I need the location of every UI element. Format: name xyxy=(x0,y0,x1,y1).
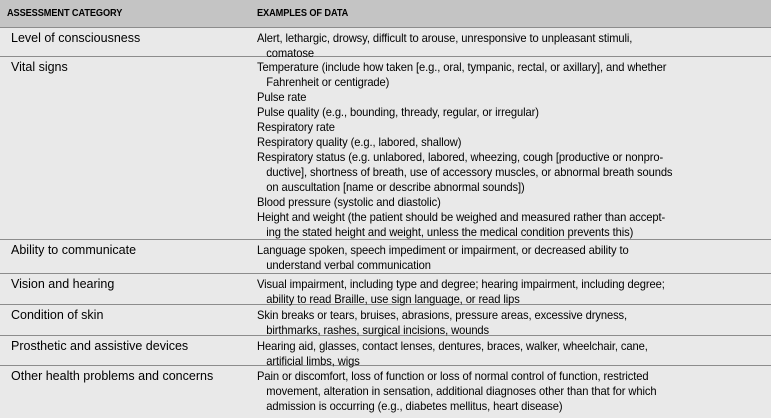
row-examples xyxy=(257,60,765,240)
example-line: Pain or discomfort, loss of function or loss of normal control of function, restricted xyxy=(257,369,649,383)
example-line: Temperature (include how taken [e.g., oral, tympanic, rectal, or axillary], and whether xyxy=(257,60,667,74)
example-entry xyxy=(257,120,771,135)
table-row xyxy=(0,28,771,60)
header-examples: EXAMPLES OF DATA xyxy=(257,8,349,19)
table-row xyxy=(0,274,771,305)
row-examples xyxy=(257,369,765,414)
example-entry xyxy=(257,308,771,338)
table-row xyxy=(0,240,771,274)
example-line: comatose xyxy=(266,46,314,60)
example-line: Fahrenheit or centigrade) xyxy=(266,75,390,89)
example-line: on auscultation [name or describe abnormal sounds]) xyxy=(266,180,525,194)
row-category: Prosthetic and assistive devices xyxy=(11,339,189,353)
table-row xyxy=(0,305,771,336)
example-line: Visual impairment, including type and degree; hearing impairment, including degree; xyxy=(257,277,665,291)
row-examples xyxy=(257,339,765,369)
header-category: ASSESSMENT CATEGORY xyxy=(7,8,123,19)
example-line: Height and weight (the patient should be weighed and measured rather than accept- xyxy=(257,210,666,224)
example-line: Alert, lethargic, drowsy, difficult to arouse, unresponsive to unpleasant stimuli, xyxy=(257,31,633,45)
row-examples xyxy=(257,308,765,338)
example-line: Pulse rate xyxy=(257,90,307,104)
example-line: Respiratory rate xyxy=(257,120,335,134)
example-entry xyxy=(257,243,771,273)
row-examples xyxy=(257,277,765,307)
row-category: Ability to communicate xyxy=(11,243,137,257)
example-line: Skin breaks or tears, bruises, abrasions, pressure areas, excessive dryness, xyxy=(257,308,628,322)
example-line: Language spoken, speech impediment or impairment, or decreased ability to xyxy=(257,243,629,257)
table-row xyxy=(0,336,771,366)
example-entry xyxy=(257,277,771,307)
row-examples xyxy=(257,243,765,273)
row-category: Vital signs xyxy=(11,60,68,74)
table-header xyxy=(0,0,771,28)
row-category: Vision and hearing xyxy=(11,277,115,291)
example-entry xyxy=(257,210,771,240)
example-line: understand verbal communication xyxy=(266,258,431,272)
example-line: ability to read Braille, use sign language, or read lips xyxy=(266,292,520,306)
example-line: ductive], shortness of breath, use of accessory muscles, or abnormal breath sounds xyxy=(266,165,673,179)
example-entry xyxy=(257,150,771,195)
row-category: Level of consciousness xyxy=(11,31,141,45)
table-row xyxy=(0,57,771,240)
example-line: Blood pressure (systolic and diastolic) xyxy=(257,195,441,209)
example-line: Respiratory status (e.g. unlabored, labored, wheezing, cough [productive or nonpro- xyxy=(257,150,664,164)
table-row xyxy=(0,366,771,418)
example-line: ing the stated height and weight, unless the medical condition prevents this) xyxy=(266,225,634,239)
example-line: Pulse quality (e.g., bounding, thready, regular, or irregular) xyxy=(257,105,539,119)
example-entry xyxy=(257,105,771,120)
example-entry xyxy=(257,195,771,210)
example-line: movement, alteration in sensation, additional diagnoses other than that for which xyxy=(266,384,657,398)
example-entry xyxy=(257,339,771,369)
example-line: Respiratory quality (e.g., labored, shallow) xyxy=(257,135,462,149)
example-line: Hearing aid, glasses, contact lenses, dentures, braces, walker, wheelchair, cane, xyxy=(257,339,648,353)
example-entry xyxy=(257,369,771,414)
example-line: artificial limbs, wigs xyxy=(266,354,360,368)
example-line: birthmarks, rashes, surgical incisions, wounds xyxy=(266,323,490,337)
example-entry xyxy=(257,60,771,90)
row-category: Other health problems and concerns xyxy=(11,369,214,383)
row-category: Condition of skin xyxy=(11,308,104,322)
example-line: admission is occurring (e.g., diabetes mellitus, heart disease) xyxy=(266,399,563,413)
example-entry xyxy=(257,90,771,105)
example-entry xyxy=(257,135,771,150)
